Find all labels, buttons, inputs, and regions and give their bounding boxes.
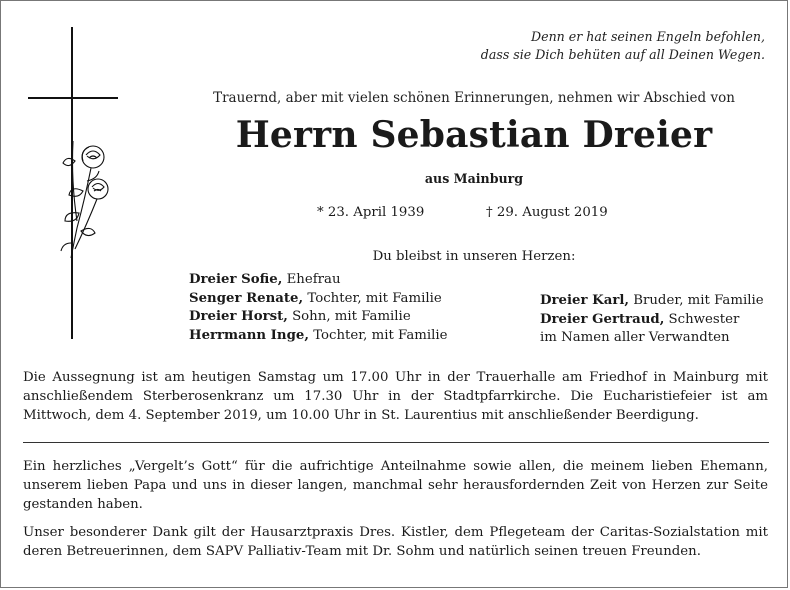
funeral-details: Die Aussegnung ist am heutigen Samstag um 17.00 Uhr in der Trauerhalle am Friedhof in Mainburg mit anschließendem Sterberosenkranz um 17.30 Uhr in der Stadtpfarrkirche. Die Eucharistiefeier ist am Mittwoch, dem 4. September 2019, um 10.00 Uhr in St. Laurentius mit anschließender Beerdigung. <box>23 370 768 423</box>
mourner-entry <box>189 271 448 290</box>
mourner-entry <box>540 311 764 330</box>
mourner-name: Herrmann Inge, <box>189 327 309 343</box>
mourner-entry <box>540 329 764 348</box>
mourner-relation: Tochter, mit Familie <box>303 290 442 306</box>
mourner-relation: Sohn, mit Familie <box>287 309 411 324</box>
heart-line: Du bleibst in unseren Herzen: <box>372 249 576 264</box>
mourner-relation: Ehefrau <box>282 272 341 287</box>
mourners-right-list <box>540 292 764 348</box>
mourners-left-list <box>189 271 448 345</box>
mourner-name: Senger Renate, <box>189 290 304 306</box>
mourner-name: Dreier Sofie, <box>189 272 283 287</box>
mourner-name: Dreier Horst, <box>189 309 288 324</box>
mourner-entry <box>189 327 448 346</box>
mourner-name: Dreier Gertraud, <box>540 311 665 327</box>
deceased-name: Herrn Sebastian Dreier <box>235 114 713 156</box>
mourner-name: Dreier Karl, <box>540 293 630 308</box>
mourner-relation: Schwester <box>664 311 740 327</box>
bible-quote <box>481 28 765 64</box>
mourner-relation: im Namen aller Verwandten <box>540 330 730 345</box>
mourner-entry <box>189 308 448 327</box>
deceased-origin: aus Mainburg <box>424 171 524 186</box>
mourner-relation: Tochter, mit Familie <box>308 327 448 343</box>
mourner-entry <box>189 290 448 309</box>
death-date: † 29. August 2019 <box>486 205 608 220</box>
intro-text: Trauernd, aber mit vielen schönen Erinnerungen, nehmen wir Abschied von <box>213 90 735 106</box>
divider <box>23 442 769 443</box>
quote-line-1: Denn er hat seinen Engeln befohlen, <box>531 29 765 44</box>
quote-line-2: dass sie Dich behüten auf all Deinen Wegen. <box>480 47 765 62</box>
roses-icon <box>53 131 113 261</box>
birth-date: * 23. April 1939 <box>317 205 425 220</box>
thanks-text: Ein herzliches „Vergelt’s Gott“ für die aufrichtige Anteilnahme sowie allen, die meinem lieben Ehemann, unserem lieben Papa und uns in dieser langen, manchmal sehr herausfordernden Zeit von Herzen zur Seite gestanden haben. <box>23 459 768 512</box>
mourner-relation: Bruder, mit Familie <box>629 293 764 308</box>
mourner-entry <box>540 292 764 311</box>
cross-horizontal-beam <box>28 97 118 99</box>
special-thanks-text: Unser besonderer Dank gilt der Hausarztpraxis Dres. Kistler, dem Pflegeteam der Caritas-Sozialstation mit deren Betreuerinnen, dem SAPV Palliativ-Team mit Dr. Sohm und natürlich seinen treuen Freunden. <box>23 525 768 559</box>
